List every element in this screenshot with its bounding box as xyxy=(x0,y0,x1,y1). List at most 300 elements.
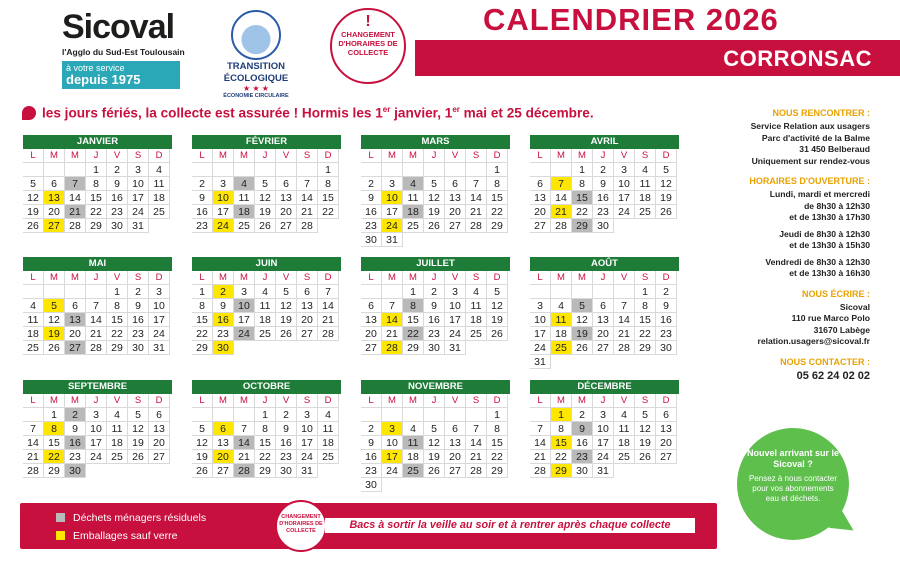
empty-day-cell xyxy=(23,163,44,177)
day-cell: 11 xyxy=(234,191,255,205)
day-cell-packaging: 21 xyxy=(551,205,572,219)
day-cell: 23 xyxy=(361,464,382,478)
day-cell: 13 xyxy=(276,191,297,205)
day-cell: 19 xyxy=(656,191,677,205)
day-cell: 18 xyxy=(635,191,656,205)
weekday-label: S xyxy=(635,149,656,163)
write-heading: NOUS ÉCRIRE : xyxy=(801,288,870,299)
day-cell: 19 xyxy=(487,313,508,327)
day-cell-residual-waste: 23 xyxy=(572,450,593,464)
day-cell: 13 xyxy=(530,191,551,205)
day-cell: 20 xyxy=(297,313,318,327)
day-cell-packaging: 13 xyxy=(44,191,65,205)
day-cell: 9 xyxy=(593,177,614,191)
day-cell: 13 xyxy=(656,422,677,436)
day-cell-packaging: 20 xyxy=(213,450,234,464)
legend-grey-label: Déchets ménagers résiduels xyxy=(73,512,207,524)
day-cell: 7 xyxy=(466,177,487,191)
day-cell: 29 xyxy=(635,341,656,355)
weekday-label: J xyxy=(86,394,107,408)
day-cell: 28 xyxy=(530,464,551,478)
day-cell: 14 xyxy=(466,191,487,205)
day-cell: 23 xyxy=(656,327,677,341)
day-cell: 12 xyxy=(656,177,677,191)
weekday-label: S xyxy=(466,271,487,285)
day-cell: 7 xyxy=(23,422,44,436)
globe-icon xyxy=(231,10,281,60)
weekday-label: M xyxy=(44,271,65,285)
day-cell: 31 xyxy=(149,341,170,355)
day-cell: 9 xyxy=(107,177,128,191)
day-cell: 3 xyxy=(297,408,318,422)
day-cell: 13 xyxy=(149,422,170,436)
day-cell-residual-waste: 13 xyxy=(65,313,86,327)
weekday-label: D xyxy=(318,271,339,285)
day-cell: 23 xyxy=(593,205,614,219)
day-cell: 9 xyxy=(424,299,445,313)
stamp-text: CHANGEMENT D'HORAIRES DE COLLECTE xyxy=(338,30,398,57)
day-cell: 29 xyxy=(255,464,276,478)
empty-day-cell xyxy=(466,163,487,177)
empty-day-cell xyxy=(361,163,382,177)
empty-day-cell xyxy=(530,408,551,422)
day-cell-packaging: 25 xyxy=(551,341,572,355)
month-grid xyxy=(530,394,679,478)
day-cell-packaging: 10 xyxy=(382,191,403,205)
day-cell: 9 xyxy=(213,299,234,313)
weekday-label: M xyxy=(65,271,86,285)
day-cell: 12 xyxy=(276,299,297,313)
day-cell: 14 xyxy=(614,313,635,327)
day-cell: 26 xyxy=(23,219,44,233)
day-cell: 3 xyxy=(149,285,170,299)
empty-day-cell xyxy=(65,163,86,177)
day-cell: 22 xyxy=(635,327,656,341)
day-cell: 8 xyxy=(572,177,593,191)
day-cell: 11 xyxy=(466,299,487,313)
month-grid xyxy=(23,149,172,233)
day-cell: 8 xyxy=(255,422,276,436)
banner-part2: janvier, 1 xyxy=(390,105,453,121)
day-cell: 6 xyxy=(44,177,65,191)
day-cell: 6 xyxy=(445,422,466,436)
day-cell: 13 xyxy=(361,313,382,327)
day-cell-packaging: 17 xyxy=(382,450,403,464)
day-cell: 5 xyxy=(424,422,445,436)
day-cell: 22 xyxy=(487,450,508,464)
empty-day-cell xyxy=(530,163,551,177)
banner-part1: les jours fériés, la collecte est assurée ! Hormis les 1 xyxy=(42,105,383,121)
month-4 xyxy=(23,257,172,355)
day-cell-residual-waste: 5 xyxy=(572,299,593,313)
day-cell: 4 xyxy=(23,299,44,313)
weekday-label: L xyxy=(23,149,44,163)
empty-day-cell xyxy=(192,163,213,177)
day-cell: 25 xyxy=(318,450,339,464)
day-cell: 10 xyxy=(86,422,107,436)
empty-day-cell xyxy=(361,285,382,299)
day-cell-packaging: 1 xyxy=(551,408,572,422)
day-cell: 26 xyxy=(487,327,508,341)
day-cell: 16 xyxy=(276,436,297,450)
empty-day-cell xyxy=(382,163,403,177)
day-cell: 22 xyxy=(487,205,508,219)
weekday-label: L xyxy=(361,271,382,285)
month-2 xyxy=(361,135,510,247)
month-name: MARS xyxy=(361,135,510,149)
day-cell: 29 xyxy=(403,341,424,355)
day-cell: 1 xyxy=(255,408,276,422)
day-cell: 4 xyxy=(403,422,424,436)
day-cell: 2 xyxy=(192,177,213,191)
day-cell: 27 xyxy=(276,219,297,233)
day-cell: 3 xyxy=(530,299,551,313)
day-cell: 12 xyxy=(255,191,276,205)
day-cell: 15 xyxy=(487,191,508,205)
day-cell: 20 xyxy=(593,327,614,341)
empty-day-cell xyxy=(424,408,445,422)
weekday-label: D xyxy=(318,149,339,163)
day-cell-residual-waste: 15 xyxy=(572,191,593,205)
day-cell: 8 xyxy=(487,422,508,436)
empty-day-cell xyxy=(551,163,572,177)
day-cell: 6 xyxy=(445,177,466,191)
meet-heading: NOUS RENCONTRER : xyxy=(772,108,870,118)
empty-day-cell xyxy=(297,163,318,177)
day-cell: 3 xyxy=(593,408,614,422)
contact-panel xyxy=(715,108,870,382)
day-cell: 15 xyxy=(86,191,107,205)
day-cell: 11 xyxy=(614,422,635,436)
weekday-label: S xyxy=(635,394,656,408)
day-cell: 28 xyxy=(23,464,44,478)
day-cell: 26 xyxy=(44,341,65,355)
empty-day-cell xyxy=(213,408,234,422)
logo-subtitle: l'Agglo du Sud-Est Toulousain xyxy=(62,47,185,57)
empty-day-cell xyxy=(530,285,551,299)
day-cell: 17 xyxy=(382,205,403,219)
day-cell: 4 xyxy=(255,285,276,299)
day-cell: 31 xyxy=(382,233,403,247)
day-cell: 23 xyxy=(276,450,297,464)
day-cell: 14 xyxy=(65,191,86,205)
weekday-label: J xyxy=(255,149,276,163)
day-cell-residual-waste: 21 xyxy=(65,205,86,219)
day-cell-packaging: 22 xyxy=(44,450,65,464)
day-cell: 11 xyxy=(255,299,276,313)
email-link[interactable]: relation.usagers@sicoval.fr xyxy=(757,336,870,346)
weekday-label: L xyxy=(361,394,382,408)
day-cell-residual-waste: 11 xyxy=(403,436,424,450)
write-line: 31670 Labège xyxy=(813,324,870,335)
day-cell: 12 xyxy=(23,191,44,205)
day-cell: 1 xyxy=(86,163,107,177)
day-cell-residual-waste: 22 xyxy=(403,327,424,341)
day-cell: 18 xyxy=(614,436,635,450)
weekday-label: M xyxy=(572,271,593,285)
day-cell: 6 xyxy=(65,299,86,313)
empty-day-cell xyxy=(255,163,276,177)
day-cell: 17 xyxy=(213,205,234,219)
day-cell-residual-waste: 4 xyxy=(234,177,255,191)
day-cell: 16 xyxy=(128,313,149,327)
day-cell: 1 xyxy=(487,408,508,422)
weekday-label: S xyxy=(297,149,318,163)
day-cell: 20 xyxy=(530,205,551,219)
day-cell: 17 xyxy=(445,313,466,327)
weekday-label: V xyxy=(614,149,635,163)
exclamation-icon: ! xyxy=(365,13,371,30)
weekday-label: J xyxy=(593,149,614,163)
hours-line: Jeudi de 8h30 à 12h30 xyxy=(779,228,870,239)
day-cell: 28 xyxy=(614,341,635,355)
day-cell: 8 xyxy=(487,177,508,191)
weekday-label: D xyxy=(487,394,508,408)
weekday-label: M xyxy=(213,271,234,285)
month-name: JUILLET xyxy=(361,257,510,271)
empty-day-cell xyxy=(382,285,403,299)
day-cell: 22 xyxy=(107,327,128,341)
day-cell: 4 xyxy=(318,408,339,422)
day-cell-residual-waste: 19 xyxy=(572,327,593,341)
weekday-label: M xyxy=(44,149,65,163)
weekday-label: M xyxy=(572,394,593,408)
day-cell: 24 xyxy=(382,464,403,478)
day-cell: 15 xyxy=(44,436,65,450)
legend-yellow xyxy=(56,530,177,542)
bubble-title: Nouvel arrivant sur le Sicoval ? xyxy=(746,448,840,469)
weekday-label: M xyxy=(403,394,424,408)
meet-line: Uniquement sur rendez-vous xyxy=(751,155,870,166)
empty-day-cell xyxy=(65,285,86,299)
day-cell: 26 xyxy=(424,219,445,233)
day-cell: 10 xyxy=(149,299,170,313)
day-cell: 20 xyxy=(276,205,297,219)
day-cell: 19 xyxy=(424,205,445,219)
month-name: MAI xyxy=(23,257,172,271)
weekday-label: V xyxy=(614,271,635,285)
day-cell: 27 xyxy=(445,464,466,478)
day-cell-packaging: 5 xyxy=(44,299,65,313)
day-cell: 23 xyxy=(424,327,445,341)
weekday-label: J xyxy=(593,394,614,408)
day-cell: 18 xyxy=(318,436,339,450)
weekday-label: L xyxy=(530,149,551,163)
weekday-label: D xyxy=(487,271,508,285)
day-cell: 22 xyxy=(318,205,339,219)
day-cell-residual-waste: 27 xyxy=(65,341,86,355)
day-cell: 30 xyxy=(656,341,677,355)
day-cell: 4 xyxy=(635,163,656,177)
eco-caption: ÉCONOMIE CIRCULAIRE xyxy=(223,93,289,99)
day-cell: 12 xyxy=(424,191,445,205)
phone-number[interactable]: 05 62 24 02 02 xyxy=(796,369,870,382)
logo-service-text: à votre service xyxy=(66,63,125,73)
day-cell-packaging: 16 xyxy=(213,313,234,327)
day-cell: 31 xyxy=(297,464,318,478)
month-3 xyxy=(530,135,679,233)
day-cell: 9 xyxy=(192,191,213,205)
month-name: OCTOBRE xyxy=(192,380,341,394)
write-line: Sicoval xyxy=(839,301,870,312)
day-cell: 4 xyxy=(466,285,487,299)
hours-line: et de 13h30 à 16h30 xyxy=(789,268,870,278)
day-cell: 24 xyxy=(128,205,149,219)
weekday-label: V xyxy=(107,271,128,285)
weekday-label: J xyxy=(593,271,614,285)
day-cell: 25 xyxy=(255,327,276,341)
weekday-label: M xyxy=(65,394,86,408)
weekday-label: D xyxy=(656,394,677,408)
weekday-label: J xyxy=(424,149,445,163)
day-cell: 27 xyxy=(656,450,677,464)
day-cell: 1 xyxy=(192,285,213,299)
weekday-label: L xyxy=(361,149,382,163)
day-cell: 1 xyxy=(107,285,128,299)
day-cell: 31 xyxy=(128,219,149,233)
day-cell: 23 xyxy=(128,327,149,341)
day-cell: 17 xyxy=(530,327,551,341)
day-cell: 1 xyxy=(318,163,339,177)
empty-day-cell xyxy=(234,163,255,177)
day-cell: 29 xyxy=(44,464,65,478)
day-cell: 29 xyxy=(107,341,128,355)
day-cell-packaging: 7 xyxy=(551,177,572,191)
empty-day-cell xyxy=(593,285,614,299)
weekday-label: M xyxy=(65,149,86,163)
day-cell-packaging: 29 xyxy=(551,464,572,478)
day-cell: 23 xyxy=(192,219,213,233)
day-cell: 6 xyxy=(361,299,382,313)
day-cell: 19 xyxy=(276,313,297,327)
month-5 xyxy=(192,257,341,355)
day-cell: 25 xyxy=(23,341,44,355)
logo-since-text: depuis 1975 xyxy=(66,72,141,87)
day-cell: 23 xyxy=(107,205,128,219)
weekday-label: V xyxy=(107,394,128,408)
month-0 xyxy=(23,135,172,233)
hours-line: de 8h30 à 12h30 xyxy=(804,200,870,211)
day-cell: 28 xyxy=(297,219,318,233)
weekday-label: M xyxy=(382,149,403,163)
day-cell: 11 xyxy=(149,177,170,191)
logo-service-badge xyxy=(62,61,180,89)
day-cell-residual-waste: 25 xyxy=(403,464,424,478)
day-cell: 6 xyxy=(530,177,551,191)
day-cell: 8 xyxy=(192,299,213,313)
day-cell: 10 xyxy=(445,299,466,313)
legend-grey xyxy=(56,512,206,524)
day-cell: 26 xyxy=(656,205,677,219)
day-cell-packaging: 6 xyxy=(213,422,234,436)
day-cell: 12 xyxy=(192,436,213,450)
day-cell: 30 xyxy=(361,478,382,492)
day-cell: 26 xyxy=(255,219,276,233)
day-cell: 2 xyxy=(593,163,614,177)
month-grid xyxy=(192,394,341,478)
day-cell: 14 xyxy=(318,299,339,313)
day-cell: 28 xyxy=(86,341,107,355)
empty-day-cell xyxy=(424,163,445,177)
empty-day-cell xyxy=(466,408,487,422)
month-name: FÉVRIER xyxy=(192,135,341,149)
day-cell: 20 xyxy=(44,205,65,219)
weekday-label: M xyxy=(234,271,255,285)
day-cell: 22 xyxy=(255,450,276,464)
day-cell: 23 xyxy=(361,219,382,233)
empty-day-cell xyxy=(276,163,297,177)
day-cell: 26 xyxy=(128,450,149,464)
day-cell: 13 xyxy=(445,191,466,205)
contact-heading: NOUS CONTACTER : xyxy=(780,356,870,367)
day-cell: 24 xyxy=(593,450,614,464)
day-cell: 5 xyxy=(424,177,445,191)
day-cell: 21 xyxy=(382,327,403,341)
day-cell: 9 xyxy=(361,436,382,450)
day-cell: 27 xyxy=(361,341,382,355)
day-cell: 16 xyxy=(192,205,213,219)
day-cell: 26 xyxy=(572,341,593,355)
day-cell-packaging: 24 xyxy=(382,219,403,233)
day-cell: 1 xyxy=(487,163,508,177)
day-cell: 26 xyxy=(276,327,297,341)
weekday-label: M xyxy=(382,394,403,408)
weekday-label: S xyxy=(466,149,487,163)
day-cell: 21 xyxy=(530,450,551,464)
day-cell: 18 xyxy=(255,313,276,327)
hours-line: et de 13h30 à 15h30 xyxy=(789,240,870,250)
day-cell: 17 xyxy=(593,436,614,450)
legend-note: Bacs à sortir la veille au soir et à rentrer après chaque collecte xyxy=(325,518,695,533)
weekday-label: D xyxy=(318,394,339,408)
day-cell-packaging: 14 xyxy=(382,313,403,327)
day-cell: 6 xyxy=(656,408,677,422)
day-cell: 25 xyxy=(466,327,487,341)
day-cell: 1 xyxy=(44,408,65,422)
day-cell: 26 xyxy=(192,464,213,478)
day-cell: 12 xyxy=(128,422,149,436)
day-cell-residual-waste: 9 xyxy=(572,422,593,436)
banner-sup2: er xyxy=(452,105,460,114)
day-cell: 13 xyxy=(297,299,318,313)
day-cell: 29 xyxy=(487,464,508,478)
page-title: CALENDRIER 2026 xyxy=(483,2,779,37)
day-cell: 19 xyxy=(255,205,276,219)
day-cell: 18 xyxy=(466,313,487,327)
day-cell-packaging: 27 xyxy=(44,219,65,233)
day-cell: 20 xyxy=(149,436,170,450)
meet-line: 31 450 Belberaud xyxy=(799,144,870,154)
weekday-label: L xyxy=(23,394,44,408)
city-name: CORRONSAC xyxy=(723,46,872,71)
day-cell: 4 xyxy=(614,408,635,422)
weekday-label: L xyxy=(530,271,551,285)
weekday-label: S xyxy=(128,149,149,163)
day-cell-packaging: 15 xyxy=(551,436,572,450)
weekday-label: D xyxy=(149,271,170,285)
day-cell: 18 xyxy=(149,191,170,205)
day-cell: 15 xyxy=(487,436,508,450)
day-cell: 6 xyxy=(593,299,614,313)
day-cell: 5 xyxy=(656,163,677,177)
day-cell: 30 xyxy=(593,219,614,233)
day-cell: 1 xyxy=(635,285,656,299)
empty-day-cell xyxy=(234,408,255,422)
month-grid xyxy=(361,394,510,492)
month-name: JANVIER xyxy=(23,135,172,149)
day-cell: 16 xyxy=(572,436,593,450)
day-cell: 29 xyxy=(487,219,508,233)
